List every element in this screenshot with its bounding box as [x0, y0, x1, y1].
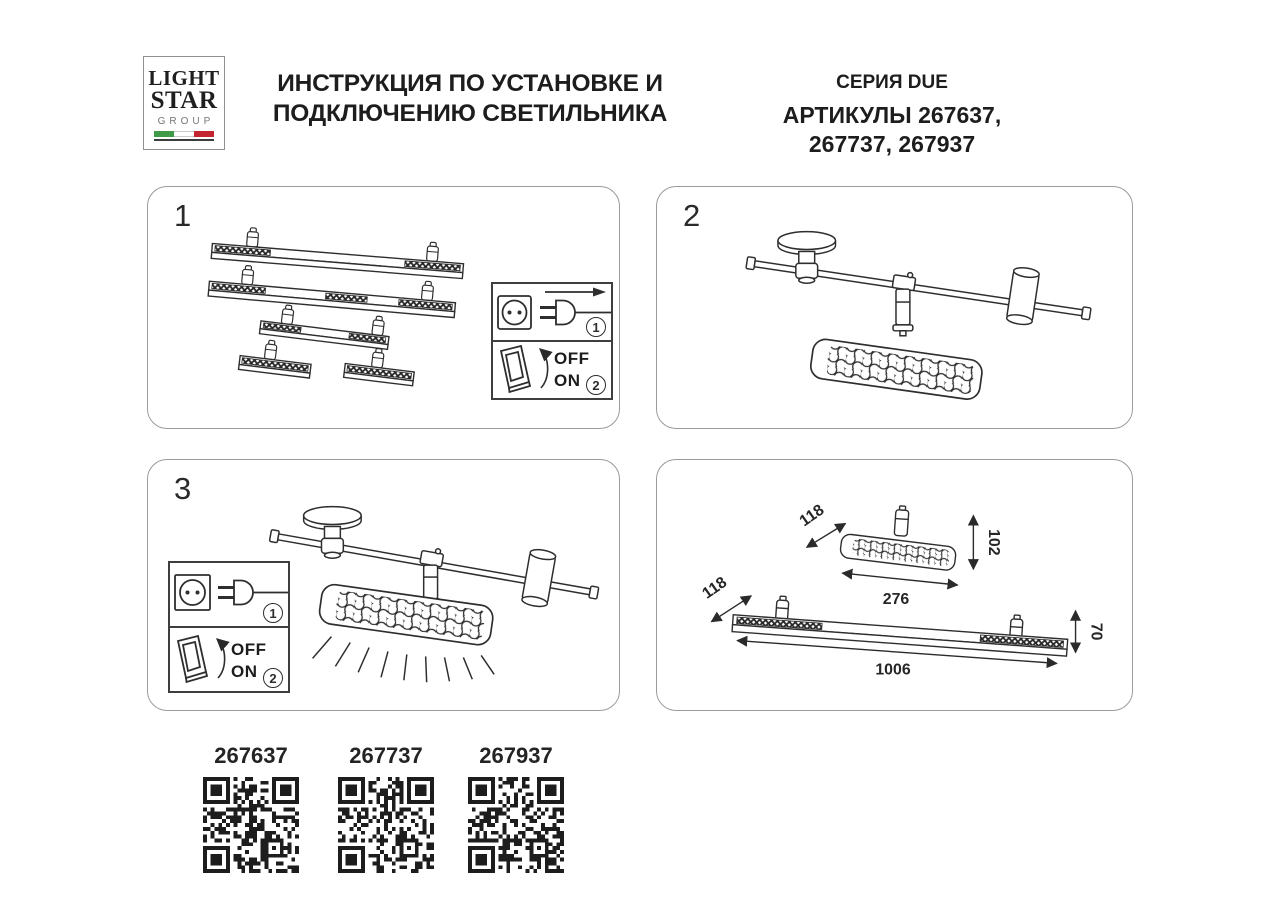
panel-step-2	[656, 186, 1133, 429]
dim-label-bar-height: 70	[1087, 622, 1105, 641]
switch-labels	[554, 348, 590, 392]
qr-block-267937	[468, 743, 564, 873]
qr-label: 267937	[479, 743, 553, 768]
qr-label: 267637	[214, 743, 288, 768]
step-badge-1: 1	[263, 603, 283, 623]
dim-label-bar-length: 1006	[875, 661, 911, 679]
rocker-switch-icon	[493, 342, 553, 396]
step-number: 1	[174, 198, 192, 233]
dim-label-spot-height: 102	[985, 529, 1003, 556]
power-legend	[491, 282, 613, 400]
step-number: 2	[683, 198, 701, 233]
step-badge-2: 2	[263, 668, 283, 688]
step-badge-2: 2	[586, 375, 606, 395]
switch-off-label: OFF	[554, 349, 590, 368]
switch-labels	[231, 639, 267, 683]
switch-off-label: OFF	[231, 640, 267, 659]
qr-block-267737	[338, 743, 434, 873]
qr-label: 267737	[349, 743, 423, 768]
title-line-2: ПОДКЛЮЧЕНИЮ СВЕТИЛЬНИКА	[272, 100, 668, 128]
articles-line-2: 267737, 267937	[808, 130, 976, 157]
legend-switch-cell	[493, 342, 611, 398]
articles-line-1: АРТИКУЛЫ 267637,	[782, 102, 1002, 128]
italian-flag-icon	[154, 131, 214, 137]
title-line-1: ИНСТРУКЦИЯ ПО УСТАНОВКЕ И	[277, 70, 663, 97]
track-mount-illustration	[657, 187, 1132, 428]
qr-code	[338, 777, 434, 873]
power-legend	[168, 561, 290, 693]
logo-word-light: LIGHT	[148, 66, 220, 90]
dim-label-spot-depth: 118	[796, 501, 828, 531]
panel-dimensions	[656, 459, 1133, 711]
logo-underline	[154, 139, 214, 141]
step-badge-1: 1	[586, 317, 606, 337]
panel-step-3	[147, 459, 620, 711]
lightstar-logo	[143, 56, 225, 150]
legend-plug-cell	[170, 563, 288, 628]
panel-step-1	[147, 186, 620, 429]
switch-on-label: ON	[231, 662, 258, 682]
dim-label-bar-depth: 118	[699, 573, 731, 603]
qr-code	[203, 777, 299, 873]
series-name: СЕРИЯ DUE	[836, 72, 948, 93]
logo-word-group: GROUP	[157, 115, 215, 127]
qr-code	[468, 777, 564, 873]
qr-block-267637	[203, 743, 299, 873]
logo-word-star: STAR	[150, 86, 218, 114]
dimensions-illustration	[657, 460, 1132, 710]
dim-label-spot-width: 276	[882, 590, 910, 608]
legend-plug-cell	[493, 284, 611, 342]
series-block	[742, 72, 1042, 159]
page-title	[258, 69, 682, 130]
switch-on-label: ON	[554, 371, 581, 391]
step-number: 3	[174, 471, 192, 506]
legend-switch-cell	[170, 628, 288, 691]
rocker-switch-icon	[170, 628, 230, 688]
